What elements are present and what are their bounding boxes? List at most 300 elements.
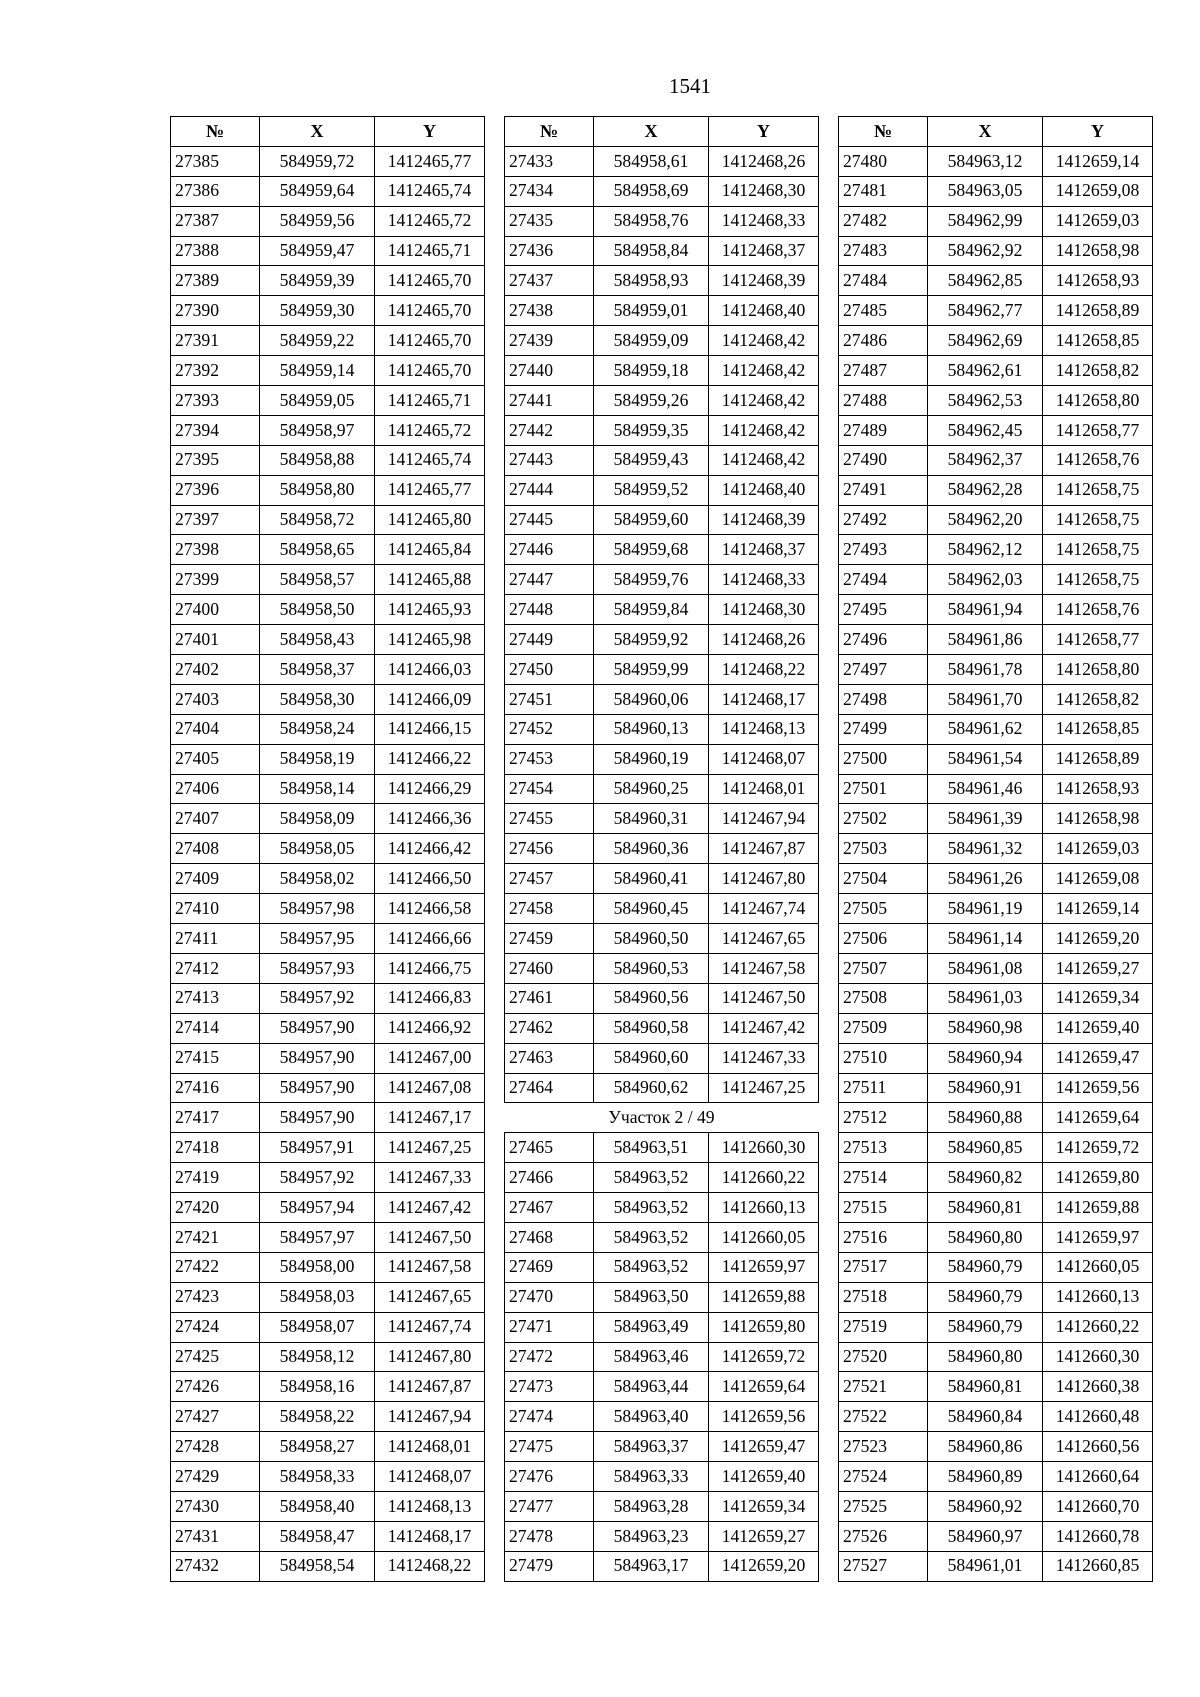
point-number-cell: 27516 bbox=[839, 1222, 928, 1252]
y-coordinate-cell: 1412660,48 bbox=[1043, 1402, 1153, 1432]
table-header-row bbox=[839, 117, 1153, 147]
x-coordinate-cell: 584959,35 bbox=[594, 415, 709, 445]
y-coordinate-cell: 1412659,80 bbox=[709, 1312, 819, 1342]
y-coordinate-cell: 1412658,93 bbox=[1043, 774, 1153, 804]
x-coordinate-cell: 584960,85 bbox=[928, 1133, 1043, 1163]
x-coordinate-cell: 584960,79 bbox=[928, 1282, 1043, 1312]
y-coordinate-cell: 1412465,71 bbox=[375, 386, 485, 416]
y-coordinate-cell: 1412468,22 bbox=[375, 1551, 485, 1581]
y-coordinate-cell: 1412465,93 bbox=[375, 595, 485, 625]
x-coordinate-cell: 584960,86 bbox=[928, 1432, 1043, 1462]
point-number-cell: 27430 bbox=[171, 1491, 260, 1521]
table-row bbox=[505, 1462, 819, 1492]
x-coordinate-cell: 584959,05 bbox=[260, 386, 375, 416]
point-number-cell: 27485 bbox=[839, 296, 928, 326]
point-number-cell: 27429 bbox=[171, 1462, 260, 1492]
point-number-cell: 27484 bbox=[839, 266, 928, 296]
y-coordinate-cell: 1412465,98 bbox=[375, 625, 485, 655]
y-coordinate-cell: 1412465,74 bbox=[375, 176, 485, 206]
point-number-cell: 27480 bbox=[839, 146, 928, 176]
point-number-cell: 27499 bbox=[839, 714, 928, 744]
x-coordinate-cell: 584957,97 bbox=[260, 1222, 375, 1252]
table-row bbox=[505, 206, 819, 236]
y-coordinate-cell: 1412658,93 bbox=[1043, 266, 1153, 296]
point-number-cell: 27402 bbox=[171, 655, 260, 685]
table-row bbox=[505, 834, 819, 864]
x-coordinate-cell: 584959,47 bbox=[260, 236, 375, 266]
point-number-cell: 27457 bbox=[505, 864, 594, 894]
point-number-cell: 27448 bbox=[505, 595, 594, 625]
point-number-cell: 27463 bbox=[505, 1043, 594, 1073]
point-number-cell: 27471 bbox=[505, 1312, 594, 1342]
x-coordinate-cell: 584960,60 bbox=[594, 1043, 709, 1073]
table-row bbox=[171, 415, 485, 445]
x-coordinate-cell: 584963,52 bbox=[594, 1222, 709, 1252]
y-coordinate-cell: 1412660,85 bbox=[1043, 1551, 1153, 1581]
y-coordinate-cell: 1412659,34 bbox=[709, 1491, 819, 1521]
x-coordinate-cell: 584959,52 bbox=[594, 475, 709, 505]
y-coordinate-cell: 1412468,30 bbox=[709, 176, 819, 206]
y-coordinate-cell: 1412467,33 bbox=[709, 1043, 819, 1073]
y-coordinate-cell: 1412467,42 bbox=[709, 1013, 819, 1043]
x-coordinate-cell: 584962,77 bbox=[928, 296, 1043, 326]
table-row bbox=[505, 1432, 819, 1462]
point-number-cell: 27435 bbox=[505, 206, 594, 236]
x-coordinate-cell: 584959,43 bbox=[594, 445, 709, 475]
point-number-cell: 27515 bbox=[839, 1193, 928, 1223]
y-coordinate-cell: 1412659,20 bbox=[709, 1551, 819, 1581]
table-row bbox=[839, 1163, 1153, 1193]
x-coordinate-cell: 584959,30 bbox=[260, 296, 375, 326]
point-number-cell: 27478 bbox=[505, 1521, 594, 1551]
y-coordinate-cell: 1412467,50 bbox=[709, 983, 819, 1013]
header-x: X bbox=[928, 117, 1043, 147]
table-row bbox=[839, 894, 1153, 924]
table-row bbox=[839, 1103, 1153, 1133]
y-coordinate-cell: 1412660,13 bbox=[1043, 1282, 1153, 1312]
header-number: № bbox=[171, 117, 260, 147]
x-coordinate-cell: 584961,26 bbox=[928, 864, 1043, 894]
y-coordinate-cell: 1412466,58 bbox=[375, 894, 485, 924]
y-coordinate-cell: 1412658,82 bbox=[1043, 684, 1153, 714]
table-row bbox=[505, 1013, 819, 1043]
point-number-cell: 27487 bbox=[839, 356, 928, 386]
table-row bbox=[171, 1043, 485, 1073]
y-coordinate-cell: 1412659,34 bbox=[1043, 983, 1153, 1013]
y-coordinate-cell: 1412659,40 bbox=[709, 1462, 819, 1492]
header-number: № bbox=[839, 117, 928, 147]
point-number-cell: 27452 bbox=[505, 714, 594, 744]
point-number-cell: 27405 bbox=[171, 744, 260, 774]
x-coordinate-cell: 584960,45 bbox=[594, 894, 709, 924]
point-number-cell: 27490 bbox=[839, 445, 928, 475]
y-coordinate-cell: 1412467,58 bbox=[709, 953, 819, 983]
x-coordinate-cell: 584960,62 bbox=[594, 1073, 709, 1103]
table-row bbox=[839, 983, 1153, 1013]
table-row bbox=[171, 1013, 485, 1043]
x-coordinate-cell: 584960,92 bbox=[928, 1491, 1043, 1521]
y-coordinate-cell: 1412466,66 bbox=[375, 924, 485, 954]
y-coordinate-cell: 1412466,83 bbox=[375, 983, 485, 1013]
table-row bbox=[171, 1521, 485, 1551]
point-number-cell: 27441 bbox=[505, 386, 594, 416]
point-number-cell: 27387 bbox=[171, 206, 260, 236]
point-number-cell: 27442 bbox=[505, 415, 594, 445]
point-number-cell: 27444 bbox=[505, 475, 594, 505]
x-coordinate-cell: 584960,56 bbox=[594, 983, 709, 1013]
table-row bbox=[171, 326, 485, 356]
point-number-cell: 27476 bbox=[505, 1462, 594, 1492]
y-coordinate-cell: 1412658,76 bbox=[1043, 445, 1153, 475]
point-number-cell: 27443 bbox=[505, 445, 594, 475]
y-coordinate-cell: 1412468,01 bbox=[375, 1432, 485, 1462]
point-number-cell: 27411 bbox=[171, 924, 260, 954]
point-number-cell: 27398 bbox=[171, 535, 260, 565]
point-number-cell: 27504 bbox=[839, 864, 928, 894]
table-row bbox=[171, 1372, 485, 1402]
point-number-cell: 27440 bbox=[505, 356, 594, 386]
point-number-cell: 27431 bbox=[171, 1521, 260, 1551]
table-row bbox=[839, 1521, 1153, 1551]
table-row bbox=[505, 565, 819, 595]
table-row bbox=[839, 924, 1153, 954]
x-coordinate-cell: 584958,69 bbox=[594, 176, 709, 206]
x-coordinate-cell: 584960,82 bbox=[928, 1163, 1043, 1193]
table-row bbox=[505, 505, 819, 535]
point-number-cell: 27492 bbox=[839, 505, 928, 535]
table-row bbox=[171, 1462, 485, 1492]
y-coordinate-cell: 1412468,42 bbox=[709, 386, 819, 416]
table-row bbox=[171, 176, 485, 206]
point-number-cell: 27412 bbox=[171, 953, 260, 983]
point-number-cell: 27453 bbox=[505, 744, 594, 774]
table-row bbox=[171, 505, 485, 535]
y-coordinate-cell: 1412467,74 bbox=[375, 1312, 485, 1342]
point-number-cell: 27455 bbox=[505, 804, 594, 834]
y-coordinate-cell: 1412468,39 bbox=[709, 505, 819, 535]
table-row bbox=[171, 1163, 485, 1193]
point-number-cell: 27479 bbox=[505, 1551, 594, 1581]
x-coordinate-cell: 584962,99 bbox=[928, 206, 1043, 236]
point-number-cell: 27454 bbox=[505, 774, 594, 804]
point-number-cell: 27460 bbox=[505, 953, 594, 983]
x-coordinate-cell: 584957,94 bbox=[260, 1193, 375, 1223]
y-coordinate-cell: 1412467,65 bbox=[709, 924, 819, 954]
header-number: № bbox=[505, 117, 594, 147]
page-number: 1541 bbox=[669, 74, 711, 98]
x-coordinate-cell: 584960,81 bbox=[928, 1372, 1043, 1402]
table-row bbox=[505, 535, 819, 565]
point-number-cell: 27394 bbox=[171, 415, 260, 445]
point-number-cell: 27439 bbox=[505, 326, 594, 356]
point-number-cell: 27521 bbox=[839, 1372, 928, 1402]
x-coordinate-cell: 584957,90 bbox=[260, 1043, 375, 1073]
table-row bbox=[505, 924, 819, 954]
table-row bbox=[171, 356, 485, 386]
point-number-cell: 27509 bbox=[839, 1013, 928, 1043]
x-coordinate-cell: 584959,26 bbox=[594, 386, 709, 416]
table-row bbox=[839, 625, 1153, 655]
y-coordinate-cell: 1412467,25 bbox=[709, 1073, 819, 1103]
x-coordinate-cell: 584958,50 bbox=[260, 595, 375, 625]
y-coordinate-cell: 1412468,13 bbox=[375, 1491, 485, 1521]
point-number-cell: 27473 bbox=[505, 1372, 594, 1402]
point-number-cell: 27438 bbox=[505, 296, 594, 326]
y-coordinate-cell: 1412468,37 bbox=[709, 236, 819, 266]
table-row bbox=[839, 326, 1153, 356]
x-coordinate-cell: 584959,92 bbox=[594, 625, 709, 655]
x-coordinate-cell: 584963,49 bbox=[594, 1312, 709, 1342]
y-coordinate-cell: 1412468,26 bbox=[709, 146, 819, 176]
y-coordinate-cell: 1412466,15 bbox=[375, 714, 485, 744]
point-number-cell: 27498 bbox=[839, 684, 928, 714]
y-coordinate-cell: 1412467,65 bbox=[375, 1282, 485, 1312]
table-row bbox=[839, 1073, 1153, 1103]
table-row bbox=[171, 1103, 485, 1133]
point-number-cell: 27461 bbox=[505, 983, 594, 1013]
table-row bbox=[839, 804, 1153, 834]
point-number-cell: 27493 bbox=[839, 535, 928, 565]
y-coordinate-cell: 1412659,56 bbox=[1043, 1073, 1153, 1103]
y-coordinate-cell: 1412658,76 bbox=[1043, 595, 1153, 625]
y-coordinate-cell: 1412659,08 bbox=[1043, 176, 1153, 206]
table-row bbox=[505, 953, 819, 983]
point-number-cell: 27481 bbox=[839, 176, 928, 206]
table-row bbox=[505, 236, 819, 266]
x-coordinate-cell: 584958,22 bbox=[260, 1402, 375, 1432]
point-number-cell: 27447 bbox=[505, 565, 594, 595]
table-row bbox=[171, 1193, 485, 1223]
x-coordinate-cell: 584961,78 bbox=[928, 655, 1043, 685]
y-coordinate-cell: 1412467,25 bbox=[375, 1133, 485, 1163]
x-coordinate-cell: 584962,37 bbox=[928, 445, 1043, 475]
y-coordinate-cell: 1412660,70 bbox=[1043, 1491, 1153, 1521]
x-coordinate-cell: 584960,06 bbox=[594, 684, 709, 714]
x-coordinate-cell: 584958,61 bbox=[594, 146, 709, 176]
y-coordinate-cell: 1412465,72 bbox=[375, 415, 485, 445]
table-row bbox=[171, 296, 485, 326]
table-row bbox=[839, 415, 1153, 445]
point-number-cell: 27410 bbox=[171, 894, 260, 924]
y-coordinate-cell: 1412468,39 bbox=[709, 266, 819, 296]
x-coordinate-cell: 584960,19 bbox=[594, 744, 709, 774]
y-coordinate-cell: 1412465,70 bbox=[375, 266, 485, 296]
x-coordinate-cell: 584961,39 bbox=[928, 804, 1043, 834]
point-number-cell: 27451 bbox=[505, 684, 594, 714]
point-number-cell: 27408 bbox=[171, 834, 260, 864]
x-coordinate-cell: 584961,08 bbox=[928, 953, 1043, 983]
table-row bbox=[839, 565, 1153, 595]
point-number-cell: 27391 bbox=[171, 326, 260, 356]
point-number-cell: 27508 bbox=[839, 983, 928, 1013]
table-header-row bbox=[505, 117, 819, 147]
point-number-cell: 27449 bbox=[505, 625, 594, 655]
y-coordinate-cell: 1412467,94 bbox=[709, 804, 819, 834]
y-coordinate-cell: 1412468,30 bbox=[709, 595, 819, 625]
y-coordinate-cell: 1412468,42 bbox=[709, 415, 819, 445]
x-coordinate-cell: 584960,94 bbox=[928, 1043, 1043, 1073]
x-coordinate-cell: 584962,69 bbox=[928, 326, 1043, 356]
table-row bbox=[171, 1342, 485, 1372]
x-coordinate-cell: 584958,65 bbox=[260, 535, 375, 565]
table-row bbox=[505, 415, 819, 445]
x-coordinate-cell: 584959,56 bbox=[260, 206, 375, 236]
x-coordinate-cell: 584961,86 bbox=[928, 625, 1043, 655]
x-coordinate-cell: 584957,90 bbox=[260, 1073, 375, 1103]
table-row bbox=[505, 714, 819, 744]
x-coordinate-cell: 584963,40 bbox=[594, 1402, 709, 1432]
x-coordinate-cell: 584962,28 bbox=[928, 475, 1043, 505]
x-coordinate-cell: 584961,03 bbox=[928, 983, 1043, 1013]
y-coordinate-cell: 1412659,14 bbox=[1043, 146, 1153, 176]
point-number-cell: 27495 bbox=[839, 595, 928, 625]
x-coordinate-cell: 584959,84 bbox=[594, 595, 709, 625]
table-row bbox=[171, 684, 485, 714]
table-row bbox=[839, 296, 1153, 326]
y-coordinate-cell: 1412468,40 bbox=[709, 296, 819, 326]
y-coordinate-cell: 1412660,64 bbox=[1043, 1462, 1153, 1492]
table-row bbox=[505, 356, 819, 386]
y-coordinate-cell: 1412660,05 bbox=[1043, 1252, 1153, 1282]
x-coordinate-cell: 584962,53 bbox=[928, 386, 1043, 416]
point-number-cell: 27502 bbox=[839, 804, 928, 834]
point-number-cell: 27475 bbox=[505, 1432, 594, 1462]
table-row bbox=[839, 1402, 1153, 1432]
x-coordinate-cell: 584960,50 bbox=[594, 924, 709, 954]
x-coordinate-cell: 584958,09 bbox=[260, 804, 375, 834]
header-x: X bbox=[594, 117, 709, 147]
x-coordinate-cell: 584958,47 bbox=[260, 1521, 375, 1551]
y-coordinate-cell: 1412465,70 bbox=[375, 356, 485, 386]
point-number-cell: 27527 bbox=[839, 1551, 928, 1581]
x-coordinate-cell: 584960,31 bbox=[594, 804, 709, 834]
point-number-cell: 27465 bbox=[505, 1133, 594, 1163]
table-row bbox=[839, 1252, 1153, 1282]
y-coordinate-cell: 1412465,70 bbox=[375, 326, 485, 356]
table-row bbox=[171, 714, 485, 744]
point-number-cell: 27401 bbox=[171, 625, 260, 655]
x-coordinate-cell: 584959,39 bbox=[260, 266, 375, 296]
point-number-cell: 27424 bbox=[171, 1312, 260, 1342]
table-row bbox=[839, 1282, 1153, 1312]
point-number-cell: 27517 bbox=[839, 1252, 928, 1282]
x-coordinate-cell: 584958,33 bbox=[260, 1462, 375, 1492]
table-row bbox=[505, 1402, 819, 1432]
point-number-cell: 27520 bbox=[839, 1342, 928, 1372]
y-coordinate-cell: 1412659,72 bbox=[709, 1342, 819, 1372]
point-number-cell: 27489 bbox=[839, 415, 928, 445]
table-row bbox=[505, 1491, 819, 1521]
x-coordinate-cell: 584961,46 bbox=[928, 774, 1043, 804]
y-coordinate-cell: 1412659,27 bbox=[709, 1521, 819, 1551]
x-coordinate-cell: 584958,43 bbox=[260, 625, 375, 655]
x-coordinate-cell: 584963,17 bbox=[594, 1551, 709, 1581]
table-row bbox=[505, 1222, 819, 1252]
point-number-cell: 27421 bbox=[171, 1222, 260, 1252]
table-row bbox=[505, 804, 819, 834]
x-coordinate-cell: 584960,79 bbox=[928, 1252, 1043, 1282]
y-coordinate-cell: 1412468,13 bbox=[709, 714, 819, 744]
table-row bbox=[839, 1342, 1153, 1372]
y-coordinate-cell: 1412659,80 bbox=[1043, 1163, 1153, 1193]
table-row bbox=[505, 1073, 819, 1103]
x-coordinate-cell: 584963,12 bbox=[928, 146, 1043, 176]
x-coordinate-cell: 584958,12 bbox=[260, 1342, 375, 1372]
table-row bbox=[171, 1551, 485, 1581]
section-label: Участок 2 / 49 bbox=[505, 1103, 819, 1133]
y-coordinate-cell: 1412660,05 bbox=[709, 1222, 819, 1252]
table-row bbox=[171, 146, 485, 176]
point-number-cell: 27497 bbox=[839, 655, 928, 685]
table-row bbox=[839, 864, 1153, 894]
x-coordinate-cell: 584959,14 bbox=[260, 356, 375, 386]
point-number-cell: 27462 bbox=[505, 1013, 594, 1043]
point-number-cell: 27525 bbox=[839, 1491, 928, 1521]
y-coordinate-cell: 1412466,50 bbox=[375, 864, 485, 894]
x-coordinate-cell: 584961,32 bbox=[928, 834, 1043, 864]
table-row bbox=[839, 236, 1153, 266]
x-coordinate-cell: 584960,89 bbox=[928, 1462, 1043, 1492]
point-number-cell: 27505 bbox=[839, 894, 928, 924]
table-row bbox=[505, 445, 819, 475]
point-number-cell: 27470 bbox=[505, 1282, 594, 1312]
x-coordinate-cell: 584963,05 bbox=[928, 176, 1043, 206]
point-number-cell: 27415 bbox=[171, 1043, 260, 1073]
header-y: Y bbox=[375, 117, 485, 147]
table-row bbox=[839, 744, 1153, 774]
y-coordinate-cell: 1412658,75 bbox=[1043, 475, 1153, 505]
x-coordinate-cell: 584957,98 bbox=[260, 894, 375, 924]
table-row bbox=[839, 1312, 1153, 1342]
table-row bbox=[505, 1252, 819, 1282]
table-row bbox=[839, 505, 1153, 535]
coordinates-table-3 bbox=[838, 116, 1153, 1582]
table-row bbox=[171, 1133, 485, 1163]
x-coordinate-cell: 584959,09 bbox=[594, 326, 709, 356]
x-coordinate-cell: 584958,16 bbox=[260, 1372, 375, 1402]
x-coordinate-cell: 584958,72 bbox=[260, 505, 375, 535]
point-number-cell: 27469 bbox=[505, 1252, 594, 1282]
y-coordinate-cell: 1412658,77 bbox=[1043, 625, 1153, 655]
point-number-cell: 27496 bbox=[839, 625, 928, 655]
table-row bbox=[839, 655, 1153, 685]
point-number-cell: 27436 bbox=[505, 236, 594, 266]
table-row bbox=[839, 953, 1153, 983]
y-coordinate-cell: 1412465,74 bbox=[375, 445, 485, 475]
y-coordinate-cell: 1412658,77 bbox=[1043, 415, 1153, 445]
x-coordinate-cell: 584958,93 bbox=[594, 266, 709, 296]
y-coordinate-cell: 1412659,88 bbox=[709, 1282, 819, 1312]
table-row bbox=[505, 983, 819, 1013]
table-row bbox=[839, 535, 1153, 565]
header-x: X bbox=[260, 117, 375, 147]
x-coordinate-cell: 584959,76 bbox=[594, 565, 709, 595]
y-coordinate-cell: 1412660,30 bbox=[709, 1133, 819, 1163]
y-coordinate-cell: 1412465,77 bbox=[375, 146, 485, 176]
x-coordinate-cell: 584958,00 bbox=[260, 1252, 375, 1282]
table-row bbox=[171, 774, 485, 804]
point-number-cell: 27419 bbox=[171, 1163, 260, 1193]
x-coordinate-cell: 584963,51 bbox=[594, 1133, 709, 1163]
y-coordinate-cell: 1412468,33 bbox=[709, 206, 819, 236]
y-coordinate-cell: 1412466,09 bbox=[375, 684, 485, 714]
point-number-cell: 27466 bbox=[505, 1163, 594, 1193]
x-coordinate-cell: 584958,05 bbox=[260, 834, 375, 864]
y-coordinate-cell: 1412658,75 bbox=[1043, 535, 1153, 565]
table-row bbox=[839, 1432, 1153, 1462]
point-number-cell: 27519 bbox=[839, 1312, 928, 1342]
x-coordinate-cell: 584963,37 bbox=[594, 1432, 709, 1462]
